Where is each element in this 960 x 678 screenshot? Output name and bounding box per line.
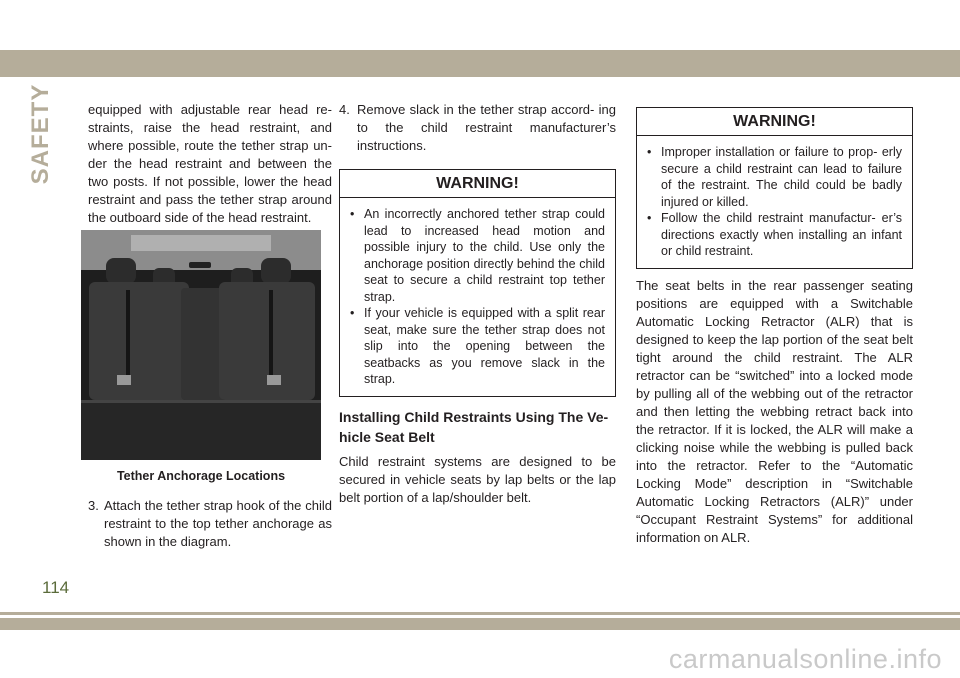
warning-title: WARNING! bbox=[637, 108, 912, 136]
page-number: 114 bbox=[42, 578, 70, 597]
tether-anchorage-photo bbox=[81, 230, 321, 460]
column-3 bbox=[636, 107, 913, 547]
footer-band bbox=[0, 618, 960, 630]
column-1-intro bbox=[88, 101, 332, 227]
warning-bullet: • If your vehicle is equipped with a split rear seat, make sure the tether strap does not slip into the opening between the seatbacks as you remove slack in the strap. bbox=[350, 306, 605, 386]
seat-belt-paragraph: Child restraint systems are designed to be secured in vehicle seats by lap belts or the lap belt portion of a lap/shoulder belt. bbox=[339, 453, 616, 505]
section-label: SAFETY bbox=[27, 83, 54, 185]
intro-paragraph: equipped with adjustable rear head re- straints, raise the head restraint, and where possible, route the tether strap un- der the head restraint and between the two posts. If not possible, lower the head restraint and pass the tether strap around the outboard side of the head restraint. bbox=[88, 102, 332, 225]
step-3 bbox=[88, 497, 332, 551]
section-subheading: Installing Child Restraints Using The Ve- hicle Seat Belt bbox=[339, 408, 609, 445]
watermark: carmanualsonline.info bbox=[668, 644, 942, 674]
warning-title: WARNING! bbox=[340, 170, 615, 198]
warning-bullet: • An incorrectly anchored tether strap could lead to increased head motion and possible injury to the child. Use only the anchorage position directly behind the child seat to secure a child restraint top tether strap. bbox=[350, 207, 605, 304]
header-band bbox=[0, 50, 960, 77]
step-4-text: Remove slack in the tether strap accord- ing to the child restraint manufacturer’s instructions. bbox=[357, 102, 616, 153]
figure-caption: Tether Anchorage Locations bbox=[116, 469, 286, 483]
warning-bullet: • Improper installation or failure to prop- erly secure a child restraint can lead to failure of the restraint. The child could be badly injured or killed. bbox=[647, 145, 902, 209]
column-2 bbox=[339, 101, 616, 507]
warning-box-restraint bbox=[636, 107, 913, 269]
footer-rule bbox=[0, 612, 960, 615]
warning-bullet: • Follow the child restraint manufactur- er’s directions exactly when installing an infant or child restraint. bbox=[647, 211, 902, 258]
step-4 bbox=[339, 101, 616, 155]
step-3-number: 3. bbox=[88, 498, 99, 513]
step-4-number: 4. bbox=[339, 102, 350, 117]
alr-paragraph: The seat belts in the rear passenger seating positions are equipped with a Switchable Automatic Locking Retractor (ALR) that is designed to keep the lap portion of the seat belt tight around the child restraint. The ALR retractor can be “switched” into a locked mode by pulling all of the webbing out of the retractor and then letting the webbing retract back into the retractor. If it is locked, the ALR will make a clicking noise while the webbing is pulled back into the retractor. Refer to the “Automatic Locking Mode” description in “Switchable Automatic Locking Retractors (ALR)” under “Occupant Restraint Systems” for additional information on ALR. bbox=[636, 277, 913, 545]
warning-box-tether bbox=[339, 169, 616, 397]
step-3-text: Attach the tether strap hook of the child restraint to the top tether anchorage as shown in the diagram. bbox=[104, 498, 332, 549]
